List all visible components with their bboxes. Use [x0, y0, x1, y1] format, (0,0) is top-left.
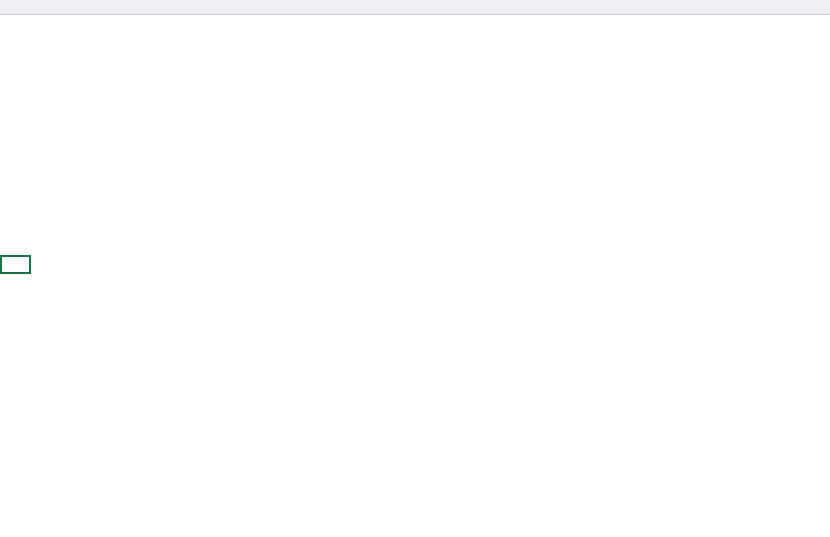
header-from-wuhan	[404, 139, 454, 219]
row1-seq[interactable]	[0, 219, 31, 256]
group-epidemic	[644, 123, 822, 139]
header-fever-count	[690, 139, 724, 219]
row1-fever-any[interactable]	[644, 219, 690, 256]
row1-district[interactable]	[31, 219, 86, 256]
header-contact-hubei	[724, 139, 780, 219]
group-staff	[268, 123, 454, 139]
header-fever-any	[644, 139, 690, 219]
total-label	[86, 426, 182, 445]
header-above-scale	[232, 123, 268, 219]
row1-from-hubei[interactable]	[354, 219, 404, 256]
total-dash	[454, 426, 500, 445]
header-from-hubei	[354, 139, 404, 219]
row1-from-wuhan[interactable]	[404, 219, 454, 256]
row1-contact-hubei[interactable]	[724, 219, 780, 256]
row1-work-wuhan[interactable]	[592, 219, 644, 256]
header-working-count	[500, 139, 542, 219]
header-work-hubei	[542, 139, 592, 219]
row1-above-scale[interactable]	[232, 219, 268, 256]
header-total	[268, 139, 304, 219]
row1-reported[interactable]	[780, 219, 822, 256]
row1-working-count[interactable]	[500, 219, 542, 256]
column-header-bar	[0, 0, 830, 15]
header-reported	[780, 139, 822, 219]
row1-fever-count[interactable]	[690, 219, 724, 256]
header-company	[86, 123, 232, 219]
header-from-outside	[304, 139, 354, 219]
group-work	[454, 123, 644, 139]
row1-from-outside[interactable]	[304, 219, 354, 256]
header-district	[31, 123, 86, 219]
header-seq	[0, 123, 31, 219]
row1-total[interactable]	[268, 219, 304, 256]
header-work-wuhan	[592, 139, 644, 219]
row1-working-today[interactable]	[454, 219, 500, 256]
selected-cell[interactable]	[0, 255, 31, 274]
header-working-today	[454, 139, 500, 219]
row1-company[interactable]	[86, 219, 232, 256]
row1-work-hubei[interactable]	[542, 219, 592, 256]
